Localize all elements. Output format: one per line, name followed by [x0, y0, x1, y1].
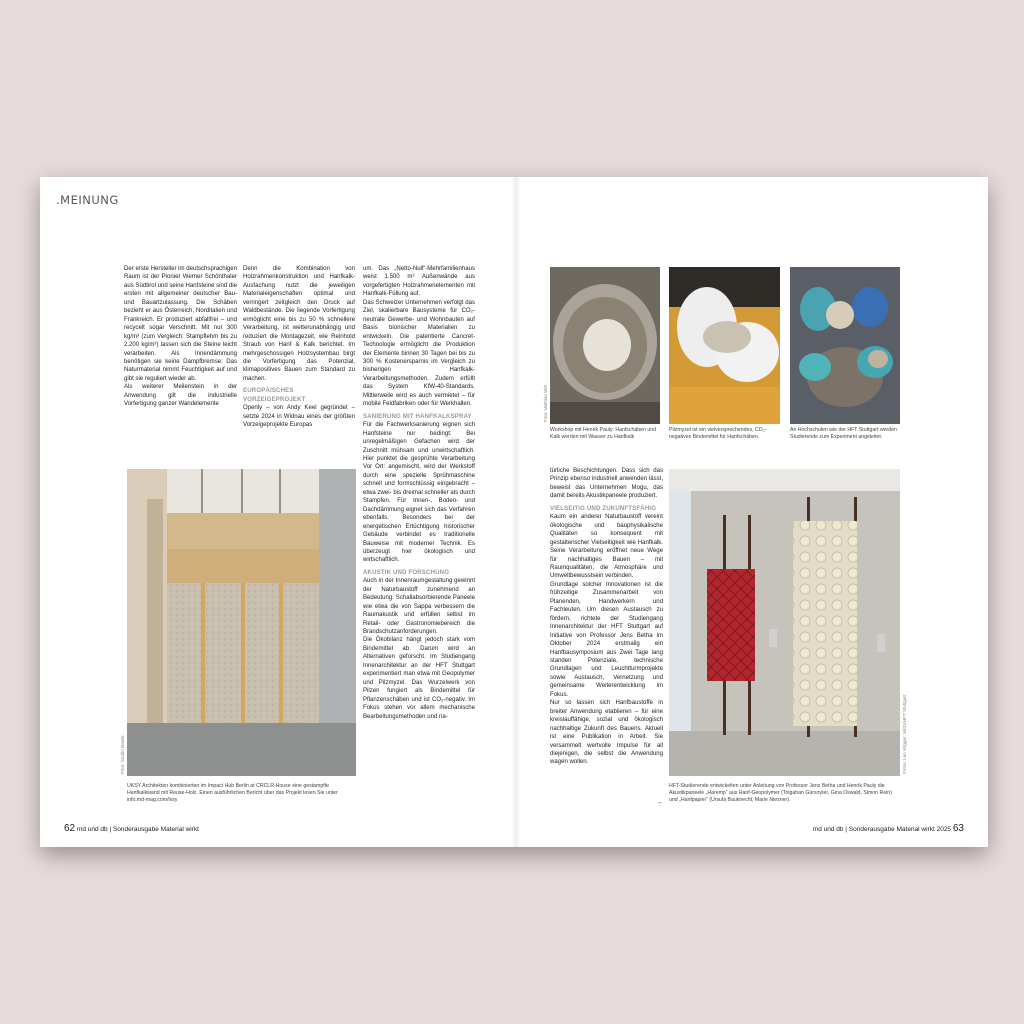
- paragraph: Denn die Kombination von Holzrahmenkonstruktion und Hanfkalk-Ausfachung nutzt die jeweiligen Materialeigenschaften optimal und verringert zeitgleich den Druck auf Waldbestände. Die liegende Vorfertigung ermöglicht eine bis zu 50 % schnellere Verarbeitung, ist wetterunabhängig und reduziert die Montagezeit, wie Reinhold Straub von Hanf & Kalk berichtet. Im mehrgeschossigen Holzsystembau birgt die Vorfertigung das Potenzial, klimapositives Bauen zum Standard zu machen.: [243, 266, 355, 382]
- page-number-right: 63: [952, 823, 964, 834]
- paragraph: Nur so lassen sich Hanfbaustoffe in breiter Anwendung etablieren – für eine kreislauffähige, sozial und ökologisch nachhaltige Zukunft des Bauens. Aktuell ist eine Publikation in Arbeit. Sie versammelt wertvolle Impulse für all diejenigen, die selbst die Anwendung wagen wollen.: [550, 700, 663, 766]
- end-mark: ←: [657, 800, 664, 806]
- magazine-spread: [40, 177, 988, 847]
- caption-top-photo-2: Pilzmyzel ist ein vielversprechendes, CO₂-negatives Bindemittel für Hanfschäben.: [669, 427, 767, 440]
- footer-right-text: md und db | Sonderausgabe Material wirkt 2025: [812, 826, 952, 833]
- paragraph: Für die Fachwerksanierung eignen sich Hanfsteine nur bedingt: Bei unregelmäßigen Gefachen wird der Zuschnitt mühsam und unwirtschaftlich. Hier punktet die gesprühte Verarbeitung Vor Ort: angemischt, wird der Werkstoff durch eine spezielle Sprühmaschine schnell und formschlüssig eingebracht – etwa zwei- bis dreimal schneller als durch Stampfen. Für Innen-, Boden- und Dachdämmung eignet sich das Verfahren ebenfalls. Besonders bei der energetischen Ertüchtigung historischer Gebäude verbindet es traditionelle Bauweise mit moderner Technik. Es überzeugt hier ökologisch und wirtschaftlich.: [363, 422, 475, 564]
- photo-mycelium-hands: [669, 267, 780, 424]
- subheading: SANIERUNG MIT HANFKALKSPRAY: [363, 412, 472, 420]
- footer-right: [813, 823, 964, 834]
- paragraph: um. Das „Netto-Null“-Mehrfamilienhaus weist 1.500 m² Außenwände aus vorgefertigten Holzrahmenelementen mit Hanfkalk-Füllung auf.: [363, 266, 475, 298]
- subheading: VIELSEITIG UND ZUKUNFTSFÄHIG: [550, 504, 657, 512]
- photo-acoustic-panels: [669, 469, 900, 776]
- section-label: .MEINUNG: [56, 193, 119, 207]
- text-column-1: [124, 265, 237, 455]
- caption-left-photo: UKSY Architekten kombinierten im Impact Hub Berlin at CRCLR-House eine gestampfte Hanfkalkwand mit Reuse-Holz. Einen ausführlichen Bericht über das Projekt lesen Sie unter info.md-mag.com/lxsy: [127, 783, 338, 803]
- caption-top-photo-3: An Hochschulen wie der HFT Stuttgart werden Studierende zum Experiment angeleitet.: [790, 427, 897, 440]
- photo-credit: Fotos: Leo Wigger; Wirtz/HFT Stuttgart: [902, 694, 907, 774]
- paragraph: Auch in der Innenraumgestaltung gewinnt der Naturbaustoff zunehmend an Bedeutung: Schallabsorbierende Paneele wie etwa die von Sappa verbessern die Raumakustik und erfüllen selbst im Retail- oder Gastronomiebereich die Brandschutzanforderungen.: [363, 578, 475, 636]
- photo-hemp-wall-interior: [127, 469, 356, 776]
- photo-credit: Foto: Studio Bowie: [120, 735, 125, 774]
- paragraph: Das Schweizer Unternehmen verfolgt das Ziel, skalierbare Bausysteme für CO₂-neutrale Gewerbe- und Wohnbauten auf Basis bionischer Materialien zu entwickeln. Die patentierte Cancret-Technologie ermöglicht die Produktion der Elemente binnen 30 Tagen bei bis zu 300 % Kostenersparnis im Vergleich zu bisherigen Hanfkalk-Verarbeitungsmethoden. Zudem erfüllt das System KfW-40-Standards. Mittlerweile wird es auch vermietet – für mobile Feldfabriken oder für Werkhallen.: [363, 299, 475, 408]
- paragraph: türliche Beschichtungen. Dass sich das Prinzip ebenso industriell anwenden lässt, beweist das Unternehmen Mogu, das damit bereits Akustikpaneele produziert.: [550, 468, 663, 500]
- page-gutter: [511, 177, 521, 847]
- paragraph: Der erste Hersteller im deutschsprachigen Raum ist der Pionier Werner Schönthaler aus Südtirol und seine Hanfsteine sind die ersten mit allgemeiner deutscher Bau- und Bauartzulassung. Die Schäben bezieht er aus Österreich, Norditalien und Frankreich. Er produziert abfallfrei – und recycelt sogar Verschnitt. Mit nur 300 kg/m³ (zum Vergleich: Stampflehm bis zu 2.200 kg/m³) lassen sich die Steine leicht verarbeiten. Als Innendämmung benötigen sie keine Dampfbremse: Das Naturmaterial nimmt Feuchtigkeit auf und gibt sie reguliert wieder ab.: [124, 266, 237, 382]
- text-column-4: [550, 467, 663, 811]
- paragraph: Die Ökobilanz hängt jedoch stark vom Bindemittel ab. Darum wird an Alternativen geforscht. Im Studiengang Innenarchitektur an der HFT Stuttgart experimentiert man etwa mit Geopolymer und Pilzmyzel. Das Wurzelwerk von Pilzen fungiert als Bindemittel für Pflanzenschäben und ist CO₂-negativ. Im Fokus stehen vor allem mechanische Bearbeitungsmethoden und na-: [363, 637, 475, 720]
- photo-workshop-bowl: [550, 267, 660, 424]
- footer-left-text: md und db | Sonderausgabe Material wirkt: [76, 826, 199, 833]
- text-column-3: [363, 265, 475, 811]
- subheading: EUROPÄISCHES VORZEIGEPROJEKT: [243, 387, 306, 403]
- caption-top-photo-1: Workshop mit Henrik Pauly: Hanfschäben und Kalk werden mit Wasser zu Hanfkalk: [550, 427, 657, 440]
- page-number-left: 62: [64, 823, 76, 834]
- subheading: AKUSTIK UND FORSCHUNG: [363, 568, 450, 576]
- caption-right-photo: HFT-Studierende entwickelten unter Anleitung von Professor Jens Betha und Henrik Pauly die Akustikpaneele „Haremp“ aus Hanf-Geopolymer (Tolgahan Gürsoyter, Gina Oswald, Simon Rein) und „Hanfpapier“ (Ursula Bauknecht, Marie Niesner).: [669, 783, 892, 803]
- paragraph: Openly – von Andy Keel gegründet – setzte 2024 in Widnau eines der größten Vorzeigeprojekte Europas: [243, 405, 355, 429]
- photo-students-experiment: [790, 267, 900, 424]
- photo-credit: Foto: Mathias Wirt: [543, 384, 548, 422]
- paragraph: Kaum ein anderer Naturbaustoff vereint ökologische und bauphysikalische Qualitäten so konsequent mit gestalterischer Vielseitigkeit wie Hanfkalk. Seine Verarbeitung eröffnet neue Wege für nachhaltiges Bauen – mit Raumqualitäten, die Atmosphäre und Umweltbewusstsein verbinden.: [550, 514, 663, 580]
- text-column-2: [243, 265, 355, 455]
- paragraph: Grundlage solcher Innovationen ist die frühzeitige Zusammenarbeit von Planenden, Handwerkern und Fachleuten. Um diesen Austausch zu fördern, richtete der Studiengang Innenarchitektur der HFT Stuttgart auf Initiative von Professor Jens Betha im Oktober 2024 erstmalig ein Hanfbausymposium aus Zwei Tage lang standen Potenziale, technische Grundlagen und Leuchtturmprojekte sowie Austausch, Vernetzung und gemeinsame Weiterentwicklung im Fokus.: [550, 581, 663, 698]
- footer-left: [64, 823, 199, 834]
- paragraph: Als weiterer Meilenstein in der Anwendung gilt die industrielle Vorfertigung ganzer Wandelemente: [124, 384, 237, 408]
